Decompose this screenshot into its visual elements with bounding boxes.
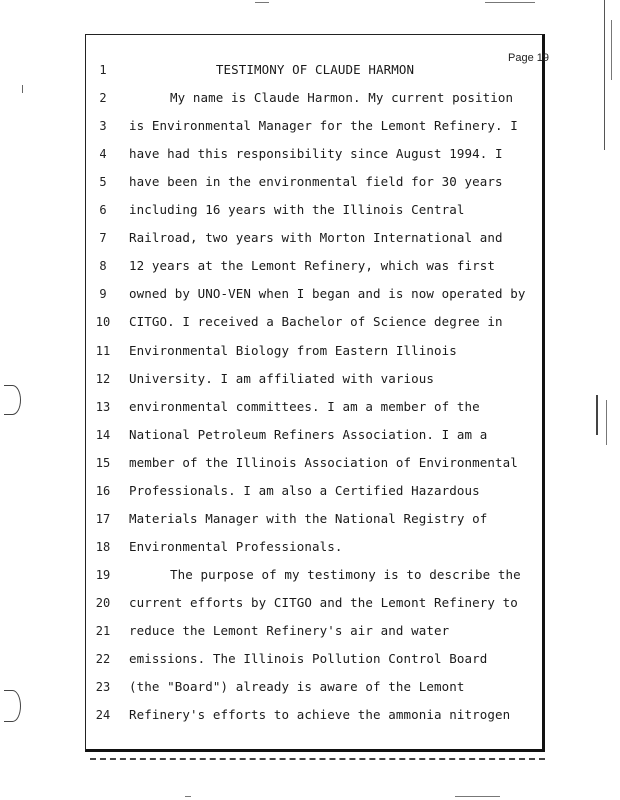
scan-speck	[255, 2, 269, 3]
line-number: 12	[95, 371, 111, 386]
page-border	[85, 34, 545, 752]
line-number: 15	[95, 455, 111, 470]
line-number: 21	[95, 624, 111, 638]
line-number: 17	[95, 511, 111, 526]
line-text: National Petroleum Refiners Association. I am a	[129, 426, 488, 442]
page-number-label: Page 19	[508, 52, 549, 64]
line-number: 18	[95, 539, 111, 554]
transcript-line	[85, 255, 545, 277]
scan-speck	[455, 796, 500, 797]
transcript-line	[85, 620, 545, 642]
line-number: 8	[99, 259, 107, 274]
transcript-line	[85, 311, 545, 333]
line-number: 13	[95, 399, 111, 414]
line-number: 24	[95, 708, 111, 723]
line-text: owned by UNO-VEN when I began and is now operated by	[129, 286, 526, 302]
transcript-line	[85, 564, 545, 586]
line-text: have had this responsibility since August 1994. I	[129, 146, 503, 162]
transcript-line	[85, 87, 545, 109]
transcript-line	[85, 340, 545, 362]
transcript-line	[85, 536, 545, 558]
line-text: University. I am affiliated with various	[129, 370, 435, 386]
line-number: 16	[95, 483, 111, 498]
line-number: 10	[95, 315, 111, 330]
punch-hole-mark	[4, 690, 21, 722]
line-number: 23	[95, 680, 111, 695]
line-number: 9	[99, 287, 107, 302]
line-text: 12 years at the Lemont Refinery, which was first	[129, 258, 496, 274]
line-number: 11	[95, 343, 111, 358]
line-number: 22	[95, 652, 111, 667]
line-number: 14	[95, 427, 111, 442]
scan-edge-mark	[606, 400, 607, 445]
transcript-line	[85, 368, 545, 390]
transcript-line	[85, 227, 545, 249]
punch-hole-mark	[4, 385, 21, 415]
line-number: 6	[99, 203, 107, 218]
line-text: Materials Manager with the National Registry of	[129, 510, 488, 526]
line-text: current efforts by CITGO and the Lemont Refinery to	[129, 594, 518, 610]
transcript-line	[85, 199, 545, 221]
line-text: member of the Illinois Association of Environmental	[129, 454, 518, 470]
transcript-line	[85, 704, 545, 726]
line-number: 20	[95, 595, 111, 610]
transcript-line	[85, 396, 545, 418]
line-text: Refinery's efforts to achieve the ammonia nitrogen	[129, 707, 511, 723]
transcript-line	[85, 452, 545, 474]
transcript-line	[85, 143, 545, 165]
line-text: environmental committees. I am a member of the	[129, 398, 480, 414]
line-text: Professionals. I am also a Certified Hazardous	[129, 482, 480, 498]
line-text: including 16 years with the Illinois Central	[129, 202, 465, 218]
scan-speck	[185, 796, 191, 797]
scan-edge-mark	[22, 85, 23, 93]
transcript-line	[85, 592, 545, 614]
line-number: 19	[95, 567, 111, 582]
line-text: have been in the environmental field for 30 years	[129, 174, 503, 190]
line-text: Environmental Professionals.	[129, 538, 343, 554]
line-text: reduce the Lemont Refinery's air and water	[129, 623, 450, 638]
scan-edge-mark	[604, 0, 605, 150]
transcript-line	[85, 424, 545, 446]
testimony-heading: TESTIMONY OF CLAUDE HARMON	[215, 62, 415, 77]
line-text: is Environmental Manager for the Lemont Refinery. I	[129, 118, 518, 134]
line-text: Environmental Biology from Eastern Illinois	[129, 342, 457, 358]
line-text: CITGO. I received a Bachelor of Science degree in	[129, 314, 503, 330]
transcript-line	[85, 648, 545, 670]
line-number: 3	[99, 119, 107, 134]
line-number: 5	[99, 175, 107, 190]
line-number: 2	[99, 91, 107, 106]
transcript-line	[85, 115, 545, 137]
line-number: 1	[99, 63, 107, 77]
line-number: 7	[99, 231, 107, 246]
transcript-line	[85, 283, 545, 305]
line-text: Railroad, two years with Morton International and	[129, 230, 503, 246]
transcript-line	[85, 480, 545, 502]
line-text: emissions. The Illinois Pollution Control Board	[129, 651, 488, 667]
scan-edge-mark	[611, 20, 612, 80]
transcript-line	[85, 508, 545, 530]
line-number: 4	[99, 147, 107, 162]
scan-speck	[485, 2, 535, 3]
transcript-line	[85, 171, 545, 193]
line-text: My name is Claude Harmon. My current position	[170, 90, 514, 106]
transcript-line	[85, 59, 545, 81]
bottom-rule	[90, 758, 545, 760]
line-text: The purpose of my testimony is to describe the	[170, 566, 521, 582]
line-text: (the "Board") already is aware of the Lemont	[129, 679, 465, 695]
transcript-line	[85, 676, 545, 698]
scan-edge-mark	[596, 395, 598, 435]
